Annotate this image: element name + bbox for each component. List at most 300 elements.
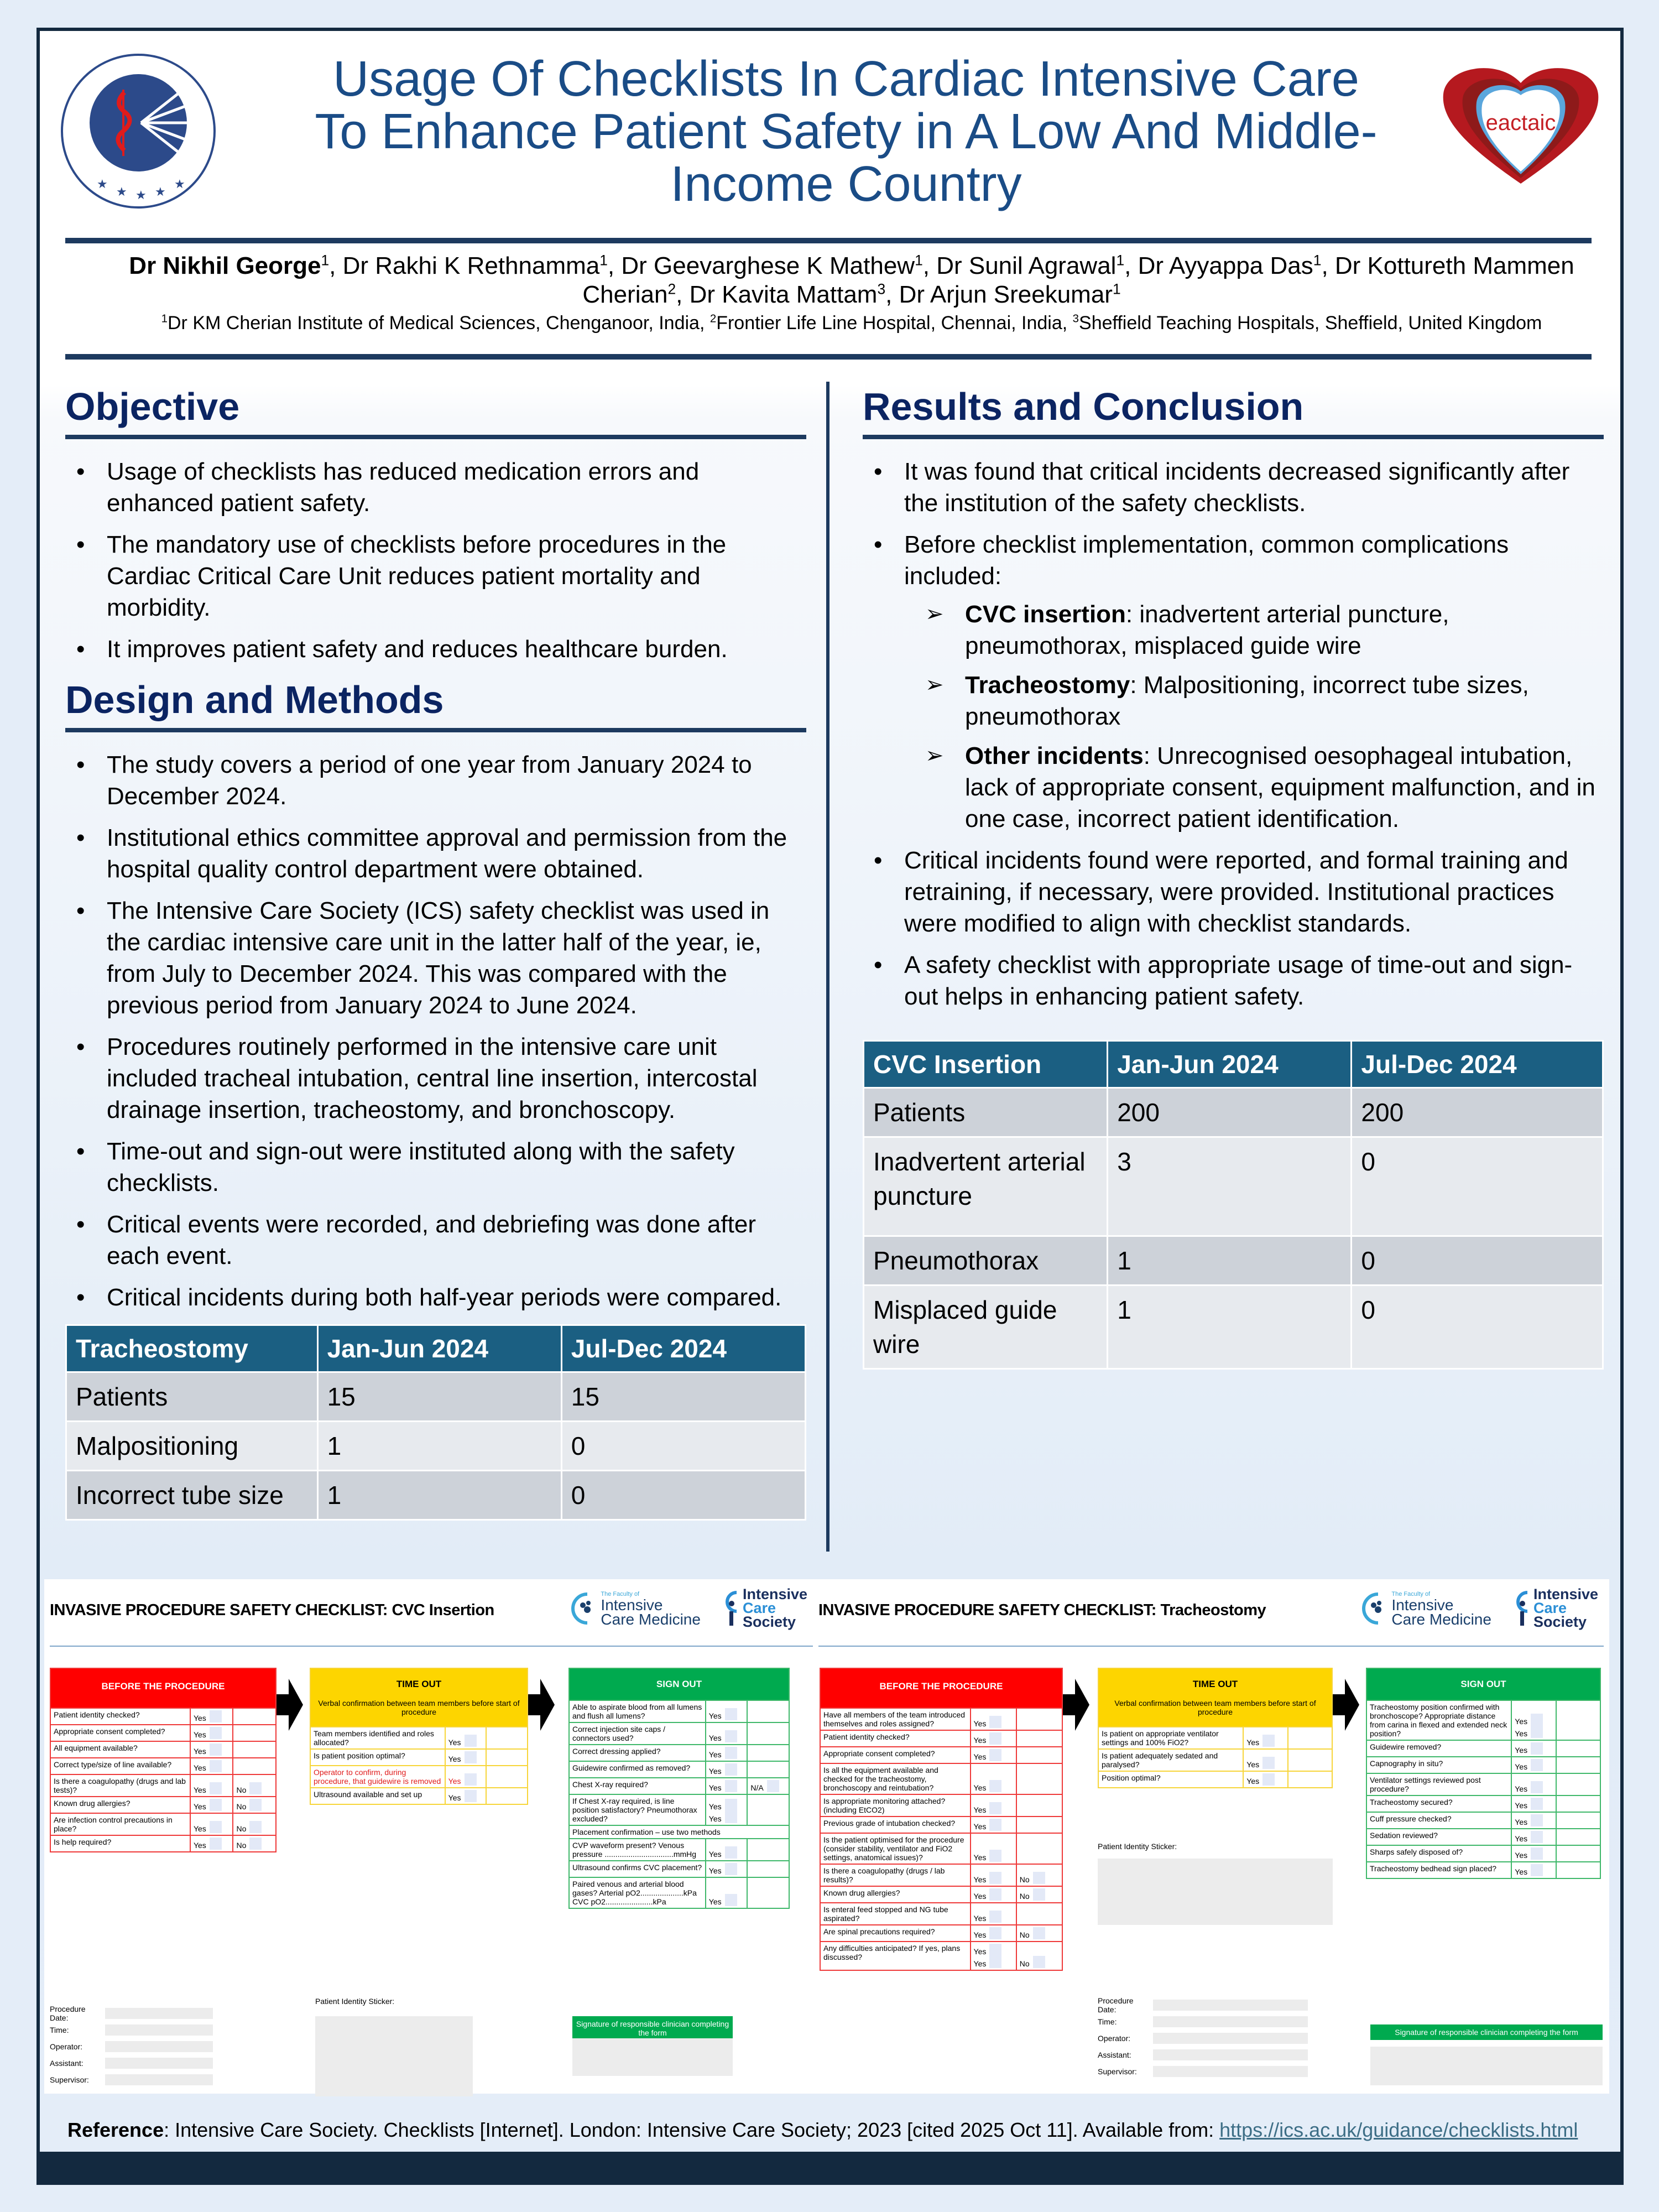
patient-sticker-label: Patient Identity Sticker: [315, 1997, 395, 2006]
cell-value: 1 [317, 1422, 561, 1471]
header-divider-top [65, 238, 1592, 243]
checklist-row [820, 1833, 1062, 1864]
column-header: Jan-Jun 2024 [317, 1325, 561, 1372]
cell-value: 0 [1352, 1137, 1603, 1236]
checklist-title: INVASIVE PROCEDURE SAFETY CHECKLIST: CVC Insertion [50, 1601, 494, 1619]
checklist-question: Operator to confirm, during procedure, that guidewire is removed [310, 1766, 445, 1788]
checkbox[interactable] [210, 1799, 222, 1811]
meta-row [50, 2055, 213, 2072]
option [448, 1738, 477, 1747]
meta-label: Procedure Date: [1098, 1996, 1134, 2014]
checklist-row [569, 1825, 789, 1839]
checklist-row [820, 1903, 1062, 1925]
checkbox[interactable] [989, 1927, 1001, 1939]
yes-cell [445, 1727, 487, 1749]
checklist-question: Is there a coagulopathy (drugs and lab tests)? [50, 1774, 190, 1797]
no-cell [747, 1761, 789, 1778]
no-cell [747, 1722, 789, 1745]
checkbox[interactable] [989, 1802, 1001, 1814]
ics-line: Care [1533, 1600, 1567, 1616]
no-cell [233, 1813, 276, 1835]
svg-text:★: ★ [116, 185, 127, 199]
column-divider [826, 382, 830, 1552]
checkbox[interactable] [1531, 1726, 1543, 1738]
option [194, 1824, 222, 1833]
option [194, 1714, 222, 1722]
checklist-question: CVP waveform present? Venous pressure ................................mmHg [569, 1839, 706, 1861]
checkbox[interactable] [465, 1751, 477, 1763]
checkbox[interactable] [725, 1811, 737, 1823]
checkbox[interactable] [989, 1911, 1001, 1923]
patient-sticker-box[interactable] [1098, 1859, 1333, 1925]
checklist-question: Is appropriate monitoring attached? (including EtCO2) [820, 1794, 971, 1817]
checkbox[interactable] [465, 1790, 477, 1802]
yes-cell [971, 1942, 1016, 1970]
signature-box[interactable] [572, 2038, 733, 2076]
option-label: Yes [1515, 1717, 1528, 1726]
checkbox[interactable] [725, 1894, 737, 1906]
row-label: Patients [864, 1088, 1108, 1137]
procedure-date-field[interactable] [105, 2008, 213, 2019]
checklist-question: Appropriate consent completed? [820, 1747, 971, 1763]
checklist-question: Patient identity checked? [820, 1730, 971, 1747]
yes-cell [1511, 1812, 1556, 1829]
option-label: Yes [708, 1750, 722, 1759]
checklist-question: Have all members of the team introduced themselves and roles assigned? [820, 1708, 971, 1730]
checklist-row [820, 1886, 1062, 1903]
checklist-question: Correct type/size of line available? [50, 1758, 190, 1774]
option-label: Yes [1515, 1818, 1528, 1826]
no-cell [486, 1766, 528, 1788]
procedure-date-field[interactable] [1153, 2000, 1308, 2011]
signature-box[interactable] [1370, 2047, 1603, 2085]
checklist-question: Is patient position optimal? [310, 1749, 445, 1766]
checklist-question: Guidewire confirmed as removed? [569, 1761, 706, 1778]
author-list: Dr Nikhil George$^1$, Dr Rakhi K Rethnamma$^1$, Dr Geevarghese K Mathew$^1$, Dr Sunil Agrawal$^1$, Dr Ayyappa Das$^1$, Dr Kottureth Mammen Cherian$^2$, Dr Kavita Mattam$^3$, Dr Arjun Sreekumar$^1$ [129, 252, 1574, 308]
checklist-row [1098, 1727, 1332, 1749]
checkbox[interactable] [465, 1735, 477, 1747]
checkbox[interactable] [249, 1838, 262, 1850]
checkbox[interactable] [1262, 1773, 1275, 1786]
option [750, 1783, 779, 1792]
row-label: Patients [66, 1372, 318, 1422]
yes-cell [1243, 1749, 1287, 1771]
option [709, 1802, 737, 1811]
table-row [864, 1236, 1603, 1285]
checklist-row [50, 1725, 276, 1741]
checklist-row [569, 1794, 789, 1825]
checklist-row [1366, 1845, 1600, 1862]
checklist-question: Capnography in situ? [1366, 1757, 1511, 1773]
checkbox[interactable] [989, 1732, 1001, 1745]
complication-text: : Unrecognised oesophageal intubation, lack of appropriate consent, equipment malfunction, and in one case, incorrect patient identification. [965, 742, 1595, 832]
checkbox[interactable] [1531, 1714, 1543, 1726]
meta-label: Time: [1098, 2017, 1117, 2026]
results-list [863, 456, 1604, 1012]
checkbox[interactable] [989, 1780, 1001, 1792]
table-row [66, 1422, 806, 1471]
checklist-question: Sharps safely disposed of? [1366, 1845, 1511, 1862]
checklist-rule [50, 1646, 813, 1647]
time-out-subtitle: Verbal confirmation between team members before start of procedure [1114, 1699, 1316, 1716]
checklist-question: Is patient adequately sedated and paralysed? [1098, 1749, 1243, 1771]
no-cell [1016, 1864, 1062, 1886]
option-label: Yes [1246, 1738, 1260, 1747]
checkbox[interactable] [989, 1716, 1001, 1728]
checkbox[interactable] [1531, 1831, 1543, 1843]
yes-cell [706, 1722, 748, 1745]
option-label: Yes [973, 1914, 987, 1923]
checklist-rule [818, 1646, 1604, 1647]
meta-row [50, 2022, 213, 2038]
yes-cell [706, 1761, 748, 1778]
checkbox[interactable] [767, 1780, 779, 1792]
row-label: Pneumothorax [864, 1236, 1108, 1285]
no-cell [1288, 1771, 1332, 1788]
time-out-subtitle: Verbal confirmation between team members before start of procedure [318, 1699, 520, 1716]
option-label: Yes [708, 1897, 722, 1906]
heart-logo-icon [1438, 61, 1604, 188]
option-label: Yes [448, 1755, 461, 1763]
svg-text:★: ★ [155, 185, 166, 199]
no-cell [233, 1797, 276, 1813]
meta-row [50, 2005, 213, 2022]
complication-item [915, 740, 1604, 835]
results-heading: Results and Conclusion [863, 385, 1304, 428]
yes-cell [1511, 1773, 1556, 1795]
checklist-row [50, 1835, 276, 1852]
checklist-row [310, 1788, 528, 1804]
option-label: Yes [973, 1875, 987, 1884]
option-label: Yes [1515, 1834, 1528, 1843]
checkbox[interactable] [725, 1846, 737, 1859]
reference-link[interactable]: https://ics.ac.uk/guidance/checklists.html [1219, 2119, 1578, 2141]
meta-label: Operator: [50, 2042, 83, 2051]
signature-header: Signature of responsible clinician completing the form [1370, 2024, 1603, 2040]
results-item: • Critical incidents found were reported, and formal training and retraining, if necessary, were provided. Institutional practices were modified to align with checklist standards. [863, 845, 1604, 939]
ics-emblem-icon [1514, 1589, 1530, 1628]
option-label: Yes [973, 1947, 987, 1956]
affiliation-text: Frontier Life Line Hospital, Chennai, India, [716, 313, 1073, 334]
yes-cell [971, 1708, 1016, 1730]
checklist-question: Tracheostomy bedhead sign placed? [1366, 1862, 1511, 1878]
checkbox[interactable] [989, 1872, 1001, 1884]
checkbox[interactable] [989, 1850, 1001, 1862]
checkbox[interactable] [1531, 1759, 1543, 1771]
checklist-row [569, 1722, 789, 1745]
complication-item [915, 598, 1604, 662]
checkbox[interactable] [1262, 1757, 1275, 1769]
yes-cell [190, 1774, 233, 1797]
table-row [864, 1285, 1603, 1369]
methods-item: • The Intensive Care Society (ICS) safety checklist was used in the cardiac intensive care unit in the latter half of the year, ie, from July to December 2024. This was compared with the previous period from January 2024 to June 2024. [65, 895, 806, 1021]
checklist-question: Is all the equipment available and checked for the tracheostomy, bronchoscopy and reintubation? [820, 1763, 971, 1794]
checklist-title: INVASIVE PROCEDURE SAFETY CHECKLIST: Tracheostomy [818, 1601, 1266, 1619]
objective-item: • The mandatory use of checklists before procedures in the Cardiac Critical Care Unit reduces patient mortality and morbidity. [65, 529, 806, 623]
yes-cell [190, 1797, 233, 1813]
option-label: Yes [1246, 1777, 1260, 1786]
assistant-field[interactable] [105, 2058, 213, 2069]
option [974, 1930, 1002, 1939]
checkbox[interactable] [1531, 1847, 1543, 1860]
checklist-row [569, 1839, 789, 1861]
option [974, 1719, 1002, 1728]
ficm-small-text: The Faculty of [1391, 1590, 1431, 1597]
section-rule [65, 728, 806, 732]
sign-out-table [1366, 1668, 1601, 1879]
checklist-question: Any difficulties anticipated? If yes, plans discussed? [820, 1942, 971, 1970]
results-item-text: Before checklist implementation, common complications included: [904, 531, 1509, 590]
title-line-2: To Enhance Patient Safety in A Low And Middle- [315, 104, 1378, 159]
option [709, 1767, 737, 1776]
operator-field[interactable] [105, 2041, 213, 2052]
option-label: Yes [973, 1783, 987, 1792]
checklist-row [1366, 1829, 1600, 1845]
svg-text:★: ★ [135, 188, 147, 202]
checkbox[interactable] [1033, 1927, 1045, 1939]
option-label: No [1019, 1892, 1030, 1901]
checklist-question: Known drug allergies? [820, 1886, 971, 1903]
yes-cell [1511, 1757, 1556, 1773]
methods-item: • Critical events were recorded, and debriefing was done after each event. [65, 1209, 806, 1272]
option [1020, 1875, 1045, 1884]
option-label: Yes [973, 1805, 987, 1814]
option [1515, 1818, 1543, 1826]
supervisor-field[interactable] [1153, 2066, 1308, 2077]
no-cell [486, 1749, 528, 1766]
ficm-logo [571, 1590, 701, 1627]
checklist-logos [1361, 1588, 1598, 1629]
yes-cell [971, 1833, 1016, 1864]
checklist-question: Position optimal? [1098, 1771, 1243, 1788]
checkbox[interactable] [465, 1773, 477, 1786]
checklist-row [50, 1813, 276, 1835]
checkbox[interactable] [249, 1799, 262, 1811]
svg-text:eactaic: eactaic [1485, 111, 1556, 135]
checkbox[interactable] [210, 1710, 222, 1722]
yes-cell [445, 1749, 487, 1766]
results-item: • It was found that critical incidents decreased significantly after the institution of the safety checklists. [863, 456, 1604, 519]
yes-cell [190, 1741, 233, 1758]
checkbox[interactable] [725, 1708, 737, 1720]
ficm-line: Care Medicine [601, 1610, 701, 1628]
ics-logo [723, 1588, 807, 1629]
checkbox[interactable] [989, 1749, 1001, 1761]
yes-cell [190, 1813, 233, 1835]
option [709, 1734, 737, 1742]
checklist-question: Team members identified and roles allocated? [310, 1727, 445, 1749]
checkbox[interactable] [249, 1821, 262, 1833]
yes-cell [1243, 1771, 1287, 1788]
option-label: No [236, 1841, 247, 1850]
cell-value: 1 [317, 1471, 561, 1520]
checkbox[interactable] [1033, 1888, 1045, 1901]
checkbox[interactable] [1531, 1814, 1543, 1826]
checkbox[interactable] [1531, 1781, 1543, 1793]
option-label: No [236, 1824, 247, 1833]
option-label: No [236, 1786, 247, 1794]
option [1515, 1717, 1543, 1726]
checkbox[interactable] [725, 1863, 737, 1875]
supervisor-field[interactable] [105, 2074, 213, 2085]
methods-item: • Institutional ethics committee approval and permission from the hospital quality control department were obtained. [65, 822, 806, 885]
cell-value: 1 [1108, 1236, 1352, 1285]
time-out-table [1098, 1668, 1333, 1788]
yes-cell [971, 1817, 1016, 1833]
affiliation-mark: 1 [321, 252, 330, 269]
checklist-question: If Chest X-ray required, is line position satisfactory? Pneumothorax excluded? [569, 1794, 706, 1825]
ficm-small-text: The Faculty of [601, 1590, 640, 1597]
checklist-row [569, 1745, 789, 1761]
checklist-logos [571, 1588, 807, 1629]
no-cell [1016, 1708, 1062, 1730]
meta-label: Supervisor: [1098, 2067, 1137, 2076]
affiliation-mark: 3 [877, 280, 886, 298]
procedure-meta-form [1098, 1997, 1308, 2080]
svg-text:★: ★ [97, 177, 108, 191]
no-cell [1556, 1773, 1600, 1795]
patient-sticker-box[interactable] [315, 2016, 473, 2096]
checklist-row [50, 1774, 276, 1797]
option [709, 1897, 737, 1906]
option-label: Yes [973, 1930, 987, 1939]
checklist-question: Paired venous and arterial blood gases? Arterial pO2....................kPa CVC pO2......................kPa [569, 1877, 706, 1908]
no-cell [1016, 1794, 1062, 1817]
checkbox[interactable] [1262, 1735, 1275, 1747]
option [1246, 1760, 1275, 1769]
option-label: No [1019, 1959, 1030, 1968]
checkbox[interactable] [725, 1780, 737, 1792]
option [974, 1959, 1002, 1968]
yes-cell [706, 1877, 748, 1908]
no-cell [233, 1741, 276, 1758]
column-header: Jan-Jun 2024 [1108, 1041, 1352, 1088]
checkbox[interactable] [249, 1782, 262, 1794]
time-field[interactable] [105, 2024, 213, 2036]
option-label: Yes [708, 1783, 722, 1792]
assistant-field[interactable] [1153, 2049, 1308, 2060]
checklist-question: Is help required? [50, 1835, 190, 1852]
checkbox[interactable] [210, 1782, 222, 1794]
no-cell [1556, 1795, 1600, 1812]
row-label: Misplaced guide wire [864, 1285, 1108, 1369]
checkbox[interactable] [1531, 1864, 1543, 1876]
cell-value: 1 [1108, 1285, 1352, 1369]
ics-line: Society [742, 1614, 796, 1630]
checklist-question: Is patient on appropriate ventilator settings and 100% FiO2? [1098, 1727, 1243, 1749]
checklist-question: Appropriate consent completed? [50, 1725, 190, 1741]
checklist-row [820, 1708, 1062, 1730]
cell-value: 3 [1108, 1137, 1352, 1236]
checkbox[interactable] [725, 1763, 737, 1776]
results-item: • A safety checklist with appropriate usage of time-out and sign-out helps in enhancing patient safety. [863, 949, 1604, 1012]
complications-list [904, 598, 1604, 835]
checklist-question: Is there a coagulopathy (drugs / lab results)? [820, 1864, 971, 1886]
no-cell [233, 1835, 276, 1852]
option [194, 1747, 222, 1756]
no-cell [1556, 1700, 1600, 1740]
checklist-question: Correct injection site caps / connectors used? [569, 1722, 706, 1745]
yes-cell [706, 1861, 748, 1877]
time-out-header [310, 1668, 528, 1727]
ficm-emblem-icon [1361, 1592, 1387, 1625]
option-label: Yes [1515, 1762, 1528, 1771]
section-rule [863, 435, 1604, 439]
checkbox[interactable] [1531, 1742, 1543, 1755]
patient-sticker-label: Patient Identity Sticker: [1098, 1842, 1177, 1851]
option-label: No [236, 1802, 247, 1811]
checkbox[interactable] [725, 1730, 737, 1742]
ics-logo [1514, 1588, 1598, 1629]
cvc-table [863, 1040, 1604, 1370]
no-cell [1556, 1862, 1600, 1878]
affiliation-mark: 1 [915, 252, 923, 269]
option [1246, 1777, 1275, 1786]
checklist-row [1098, 1749, 1332, 1771]
objective-item: • It improves patient safety and reduces healthcare burden. [65, 633, 806, 665]
checkbox[interactable] [989, 1944, 1001, 1956]
checkbox[interactable] [725, 1799, 737, 1811]
checkbox[interactable] [989, 1956, 1001, 1968]
checklist-question: Ventilator settings reviewed post procedure? [1366, 1773, 1511, 1795]
checkbox[interactable] [210, 1727, 222, 1739]
checkbox[interactable] [210, 1760, 222, 1772]
no-cell [1016, 1903, 1062, 1925]
checklist-row [820, 1817, 1062, 1833]
no-cell [233, 1774, 276, 1797]
row-label: Inadvertent arterial puncture [864, 1137, 1108, 1236]
option-label: Yes [1515, 1729, 1528, 1738]
checklist-row [50, 1797, 276, 1813]
results-item [863, 529, 1604, 835]
affiliation-mark: 1 [1116, 252, 1125, 269]
operator-field[interactable] [1153, 2033, 1308, 2044]
checkbox[interactable] [1033, 1872, 1045, 1884]
checkbox[interactable] [210, 1743, 222, 1756]
no-cell [747, 1877, 789, 1908]
before-procedure-table [820, 1668, 1063, 1971]
checkbox[interactable] [989, 1888, 1001, 1901]
no-cell [233, 1758, 276, 1774]
author-name: Dr Nikhil George [129, 252, 321, 279]
checkbox[interactable] [989, 1819, 1001, 1831]
meta-row [1098, 2047, 1308, 2063]
option-label: Yes [973, 1822, 987, 1831]
meta-label: Assistant: [1098, 2050, 1131, 2059]
checklist-question: All equipment available? [50, 1741, 190, 1758]
checkbox[interactable] [1033, 1956, 1045, 1968]
checkbox[interactable] [210, 1821, 222, 1833]
option [709, 1783, 737, 1792]
svg-text:★: ★ [174, 177, 185, 191]
no-cell [1016, 1763, 1062, 1794]
time-field[interactable] [1153, 2016, 1308, 2027]
option [974, 1736, 1002, 1745]
option-label: No [1019, 1930, 1030, 1939]
yes-cell [706, 1700, 748, 1722]
checklist-row [569, 1778, 789, 1794]
checkbox[interactable] [1531, 1798, 1543, 1810]
checkbox[interactable] [210, 1838, 222, 1850]
meta-row [50, 2038, 213, 2055]
option-label: Yes [973, 1892, 987, 1901]
yes-cell [1511, 1845, 1556, 1862]
option-label: Yes [193, 1714, 206, 1722]
option-label: Yes [708, 1711, 722, 1720]
time-out-table [310, 1668, 528, 1805]
option [974, 1822, 1002, 1831]
checkbox[interactable] [725, 1747, 737, 1759]
